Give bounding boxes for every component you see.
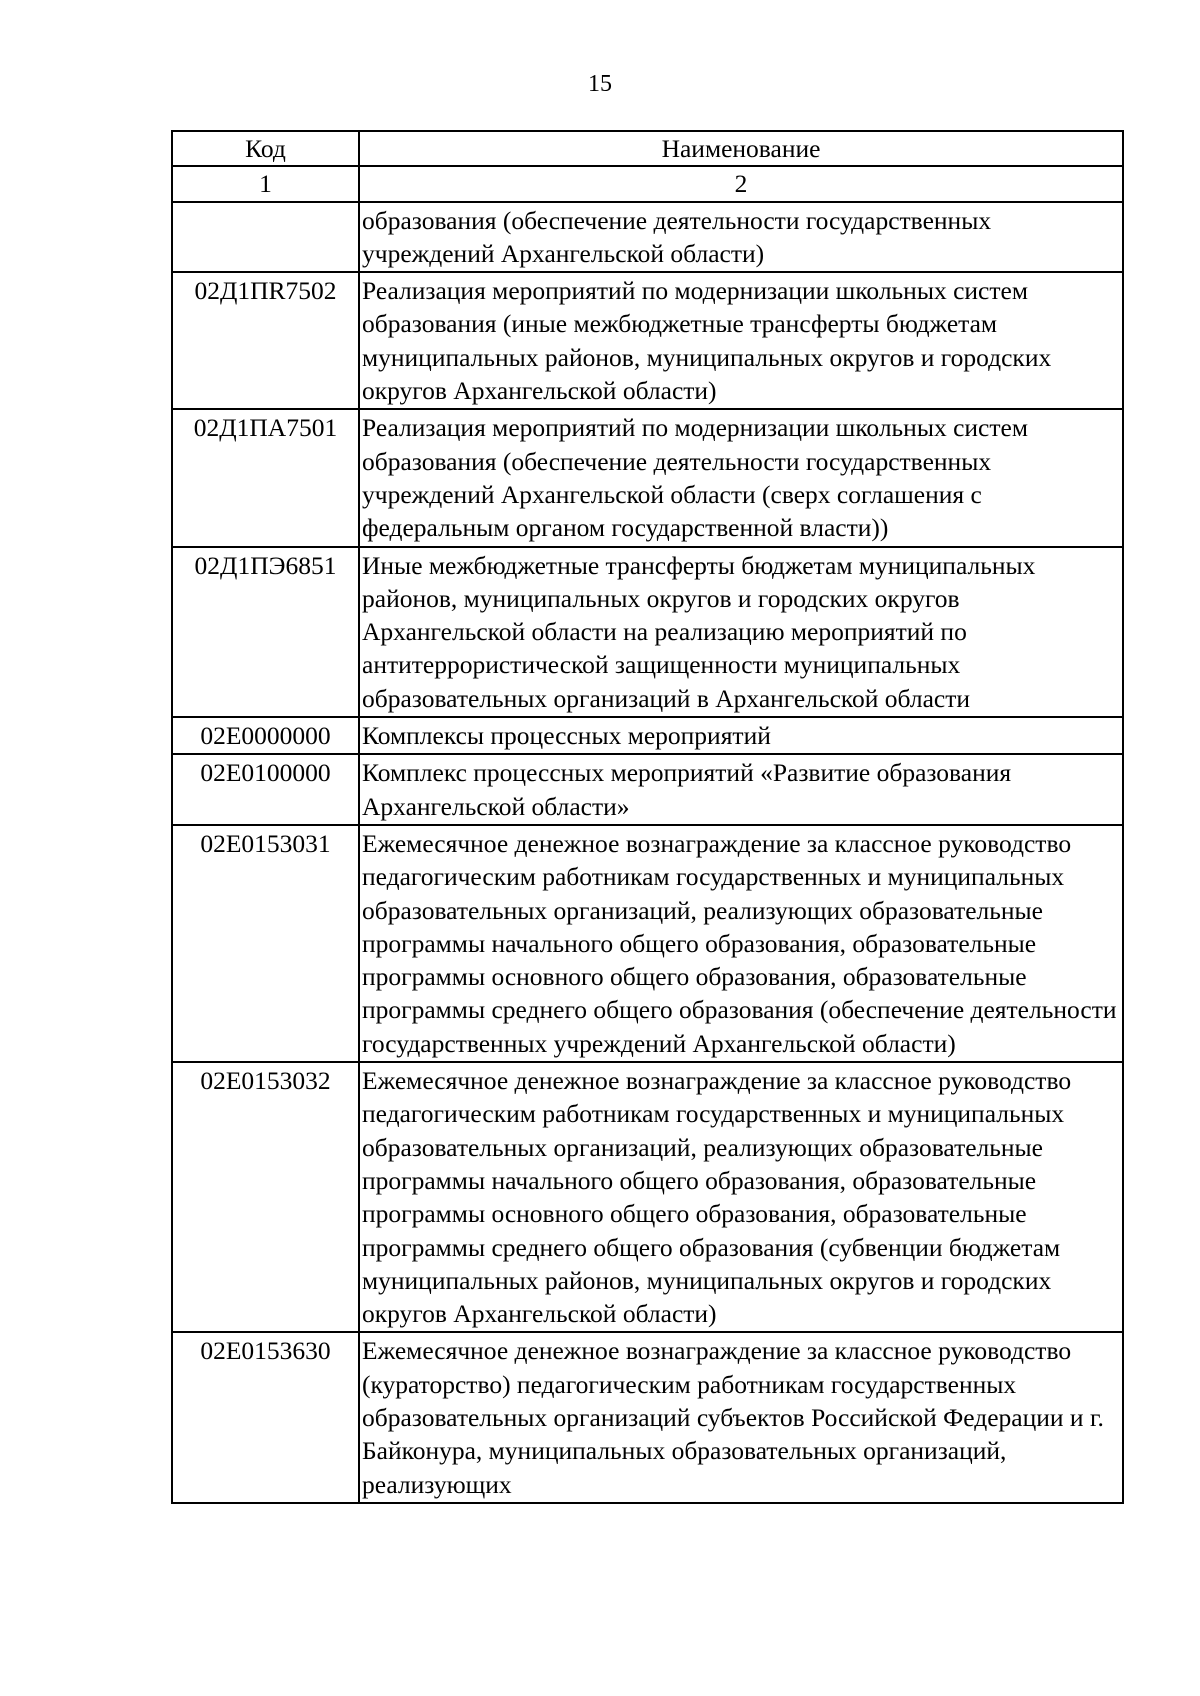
table-row [172, 547, 1123, 717]
row-name: Ежемесячное денежное вознаграждение за классное руководство педагогическим работникам государственных и муниципальных образовательных организаций, реализующих образовательные программы начального общего образования, образовательные программы основного общего образования, образовательные программы среднего общего образования (субвенции бюджетам муниципальных районов, муниципальных округов и городских округов Архангельской области) [359, 1062, 1123, 1332]
table-row [172, 409, 1123, 546]
row-name: Ежемесячное денежное вознаграждение за классное руководство педагогическим работникам государственных и муниципальных образовательных организаций, реализующих образовательные программы начального общего образования, образовательные программы основного общего образования, образовательные программы среднего общего образования (обеспечение деятельности государственных учреждений Архангельской области) [359, 825, 1123, 1062]
budget-code-table [171, 130, 1124, 1504]
row-name: Комплексы процессных мероприятий [359, 717, 1123, 754]
header-name: Наименование [359, 131, 1123, 166]
row-code: 02Д1ПR7502 [172, 272, 359, 409]
table-row [172, 1332, 1123, 1502]
row-name: Комплекс процессных мероприятий «Развитие образования Архангельской области» [359, 754, 1123, 825]
row-code: 02Е0153031 [172, 825, 359, 1062]
table-header-row [172, 131, 1123, 166]
table-row [172, 825, 1123, 1062]
row-code: 02Е0100000 [172, 754, 359, 825]
row-code: 02Е0153032 [172, 1062, 359, 1332]
row-name: образования (обеспечение деятельности государственных учреждений Архангельской области) [359, 202, 1123, 273]
table-row [172, 272, 1123, 409]
row-code: 02Д1ПЭ6851 [172, 547, 359, 717]
table-row [172, 202, 1123, 273]
row-name: Реализация мероприятий по модернизации школьных систем образования (иные межбюджетные трансферты бюджетам муниципальных районов, муниципальных округов и городских округов Архангельской области) [359, 272, 1123, 409]
row-name: Реализация мероприятий по модернизации школьных систем образования (обеспечение деятельности государственных учреждений Архангельской области (сверх соглашения с федеральным органом государственной власти)) [359, 409, 1123, 546]
page-number: 15 [588, 71, 612, 97]
row-name: Ежемесячное денежное вознаграждение за классное руководство (кураторство) педагогическим работникам государственных образовательных организаций субъектов Российской Федерации и г. Байконура, муниципальных образовательных организаций, реализующих [359, 1332, 1123, 1502]
column-number-row [172, 166, 1123, 201]
header-code: Код [172, 131, 359, 166]
column-number-1: 1 [172, 166, 359, 201]
table-row [172, 754, 1123, 825]
row-code: 02Е0153630 [172, 1332, 359, 1502]
table-row [172, 1062, 1123, 1332]
row-code: 02Е0000000 [172, 717, 359, 754]
row-code [172, 202, 359, 273]
row-code: 02Д1ПА7501 [172, 409, 359, 546]
table-row [172, 717, 1123, 754]
column-number-2: 2 [359, 166, 1123, 201]
row-name: Иные межбюджетные трансферты бюджетам муниципальных районов, муниципальных округов и городских округов Архангельской области на реализацию мероприятий по антитеррористической защищенности муниципальных образовательных организаций в Архангельской области [359, 547, 1123, 717]
